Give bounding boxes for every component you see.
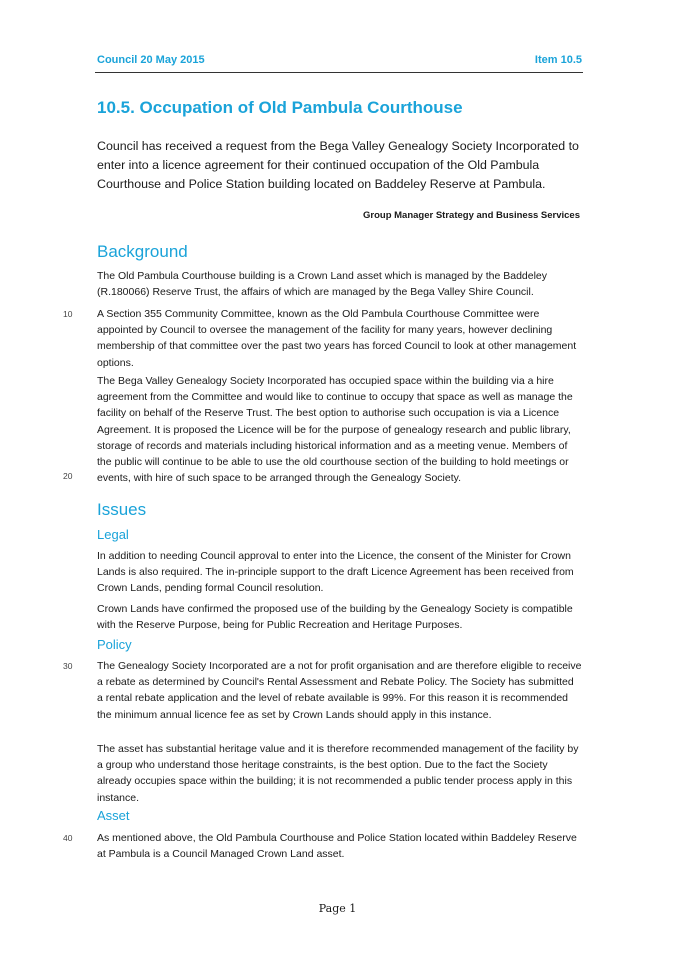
line-number: 10 — [63, 309, 73, 319]
heading-legal: Legal — [97, 527, 129, 542]
background-paragraph-3: The Bega Valley Genealogy Society Incorporated has occupied space within the building via a hire agreement from the Committee and would like to continue to occupy that space as well as manage the facility on behalf of the Reserve Trust. The best option to authorise such occupation is via a Licence Agreement. It is proposed the Licence will be for the purpose of genealogy research and public library, storage of records and materials including historical information and as a meeting venue. Members of the public will continue to be able to use the old courthouse section of the building to hold meetings or events, with hire of such space to be arranged through the Genealogy Society. — [97, 375, 573, 485]
author-line: Group Manager Strategy and Business Services — [363, 210, 580, 221]
legal-paragraph-2: Crown Lands have confirmed the proposed use of the building by the Genealogy Society is compatible with the Reserve Purpose, being for Public Recreation and Heritage Purposes. — [97, 603, 573, 632]
asset-paragraph-1: As mentioned above, the Old Pambula Courthouse and Police Station located within Baddeley Reserve at Pambula is a Council Managed Crown Land asset. — [97, 832, 577, 861]
policy-paragraph-1: The Genealogy Society Incorporated are a not for profit organisation and are therefore eligible to receive a rebate as determined by Council's Rental Assessment and Rebate Policy. The Society has submitted a rental rebate application and the level of rebate available is 99%. For this reason it is recommended the minimum annual licence fee as set by Crown Lands should apply in this instance. — [97, 660, 582, 721]
background-paragraph-1: The Old Pambula Courthouse building is a Crown Land asset which is managed by the Baddeley (R.180066) Reserve Trust, the affairs of which are managed by the Bega Valley Shire Council. — [97, 270, 548, 299]
intro-paragraph: Council has received a request from the Bega Valley Genealogy Society Incorporated to enter into a licence agreement for their continued occupation of the Old Pambula Courthouse and Police Station building located on Baddeley Reserve at Pambula. — [97, 139, 579, 191]
line-number: 30 — [63, 661, 73, 671]
heading-background: Background — [97, 242, 188, 261]
policy-paragraph-2: The asset has substantial heritage value and it is therefore recommended management of the facility by a group who understand those heritage constraints, is the best option. Due to the fact the Society already occupies space within the building; it is not recommended a public tender process apply in this instance. — [97, 743, 579, 804]
heading-issues: Issues — [97, 500, 147, 519]
page-title: 10.5. Occupation of Old Pambula Courthouse — [97, 98, 463, 117]
heading-policy: Policy — [97, 637, 132, 652]
legal-paragraph-1: In addition to needing Council approval to enter into the Licence, the consent of the Minister for Crown Lands is also required. The in-principle support to the draft Licence Agreement has been received from Crown Lands, pending formal Council resolution. — [97, 550, 574, 595]
background-paragraph-2: A Section 355 Community Committee, known as the Old Pambula Courthouse Committee were appointed by Council to oversee the management of the facility for many years, however declining membership of that committee over the past two years has forced Council to look at other management options. — [97, 308, 577, 369]
line-number: 40 — [63, 833, 73, 843]
line-number: 20 — [63, 471, 73, 481]
heading-asset: Asset — [97, 808, 130, 823]
header-meeting-date: Council 20 May 2015 — [97, 54, 205, 66]
header-item-number: Item 10.5 — [534, 54, 582, 66]
header-divider — [95, 72, 583, 73]
page-number: Page 1 — [318, 902, 357, 915]
